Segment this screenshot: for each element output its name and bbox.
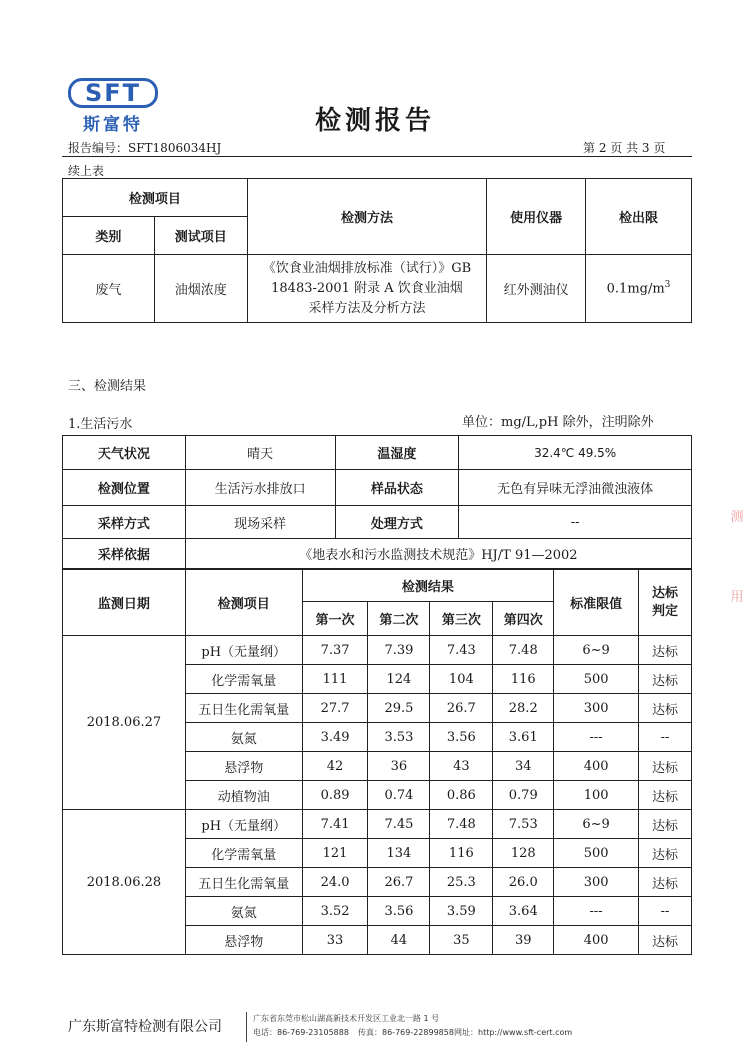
limit-cell: 500 bbox=[554, 839, 639, 868]
limit-superscript: 3 bbox=[664, 280, 671, 291]
judge-cell: 达标 bbox=[639, 636, 692, 665]
logo-name: 斯富特 bbox=[83, 115, 143, 135]
judge-cell: 达标 bbox=[639, 752, 692, 781]
value-cell: 116 bbox=[493, 665, 554, 694]
sampling-label: 采样方式 bbox=[63, 506, 186, 539]
temp-value: 32.4℃ 49.5% bbox=[459, 436, 692, 470]
item-cell: pH（无量纲） bbox=[185, 636, 302, 665]
unit-note: 单位：mg/L,pH 除外，注明除外 bbox=[462, 415, 654, 430]
value-cell: 3.56 bbox=[430, 723, 493, 752]
basis-value: 《地表水和污水监测技术规范》HJ/T 91—2002 bbox=[185, 539, 691, 569]
value-cell: 27.7 bbox=[302, 694, 368, 723]
item-cell: 氨氮 bbox=[185, 723, 302, 752]
value-cell: 0.86 bbox=[430, 781, 493, 810]
method-line: 采样方法及分析方法 bbox=[308, 300, 426, 316]
item-cell: 化学需氧量 bbox=[185, 839, 302, 868]
judge-cell: 达标 bbox=[639, 839, 692, 868]
value-cell: 25.3 bbox=[430, 868, 493, 897]
sample-info-table bbox=[62, 435, 692, 569]
value-cell: 39 bbox=[493, 926, 554, 955]
result-row bbox=[63, 810, 692, 839]
sampling-value: 现场采样 bbox=[185, 506, 335, 539]
limit-cell: 300 bbox=[554, 868, 639, 897]
value-cell: 128 bbox=[493, 839, 554, 868]
judge-cell: 达标 bbox=[639, 810, 692, 839]
sample-state-value: 无色有异味无浮油微浊液体 bbox=[459, 470, 692, 506]
date-cell: 2018.06.28 bbox=[63, 810, 186, 955]
limit-cell: 400 bbox=[554, 752, 639, 781]
footer-fax: 传真：86-769-22899858 bbox=[358, 1028, 454, 1037]
header-date: 监测日期 bbox=[63, 570, 186, 636]
method-row bbox=[63, 255, 692, 323]
stamp-char: 用 bbox=[730, 590, 744, 605]
item-cell: 五日生化需氧量 bbox=[185, 868, 302, 897]
processing-value: -- bbox=[459, 506, 692, 539]
footer-company: 广东斯富特检测有限公司 bbox=[68, 1019, 222, 1035]
value-cell: 34 bbox=[493, 752, 554, 781]
page-title: 检测报告 bbox=[314, 106, 435, 136]
item-cell: 氨氮 bbox=[185, 897, 302, 926]
judge-cell: 达标 bbox=[639, 781, 692, 810]
value-cell: 116 bbox=[430, 839, 493, 868]
report-number: 报告编号：SFT1806034HJ bbox=[68, 141, 222, 155]
date-cell: 2018.06.27 bbox=[63, 636, 186, 810]
weather-label: 天气状况 bbox=[63, 436, 186, 470]
stamp-fragment bbox=[724, 498, 750, 608]
logo-mark: SFT bbox=[68, 78, 158, 108]
limit-cell: 300 bbox=[554, 694, 639, 723]
judge-cell: -- bbox=[639, 897, 692, 926]
value-cell: 7.37 bbox=[302, 636, 368, 665]
basis-label: 采样依据 bbox=[63, 539, 186, 569]
value-cell: 7.43 bbox=[430, 636, 493, 665]
limit-cell: 6~9 bbox=[554, 636, 639, 665]
value-cell: 0.89 bbox=[302, 781, 368, 810]
stamp-char: 测 bbox=[730, 510, 744, 525]
location-value: 生活污水排放口 bbox=[185, 470, 335, 506]
value-cell: 104 bbox=[430, 665, 493, 694]
value-cell: 7.39 bbox=[368, 636, 430, 665]
value-cell: 26.7 bbox=[368, 868, 430, 897]
item-cell: pH（无量纲） bbox=[185, 810, 302, 839]
judge-cell: 达标 bbox=[639, 665, 692, 694]
limit-cell: 6~9 bbox=[554, 810, 639, 839]
result-row bbox=[63, 636, 692, 665]
value-cell: 3.64 bbox=[493, 897, 554, 926]
subsection-heading: 1.生活污水 bbox=[68, 417, 133, 432]
category-cell: 废气 bbox=[63, 255, 155, 323]
test-item-cell: 油烟浓度 bbox=[154, 255, 247, 323]
value-cell: 35 bbox=[430, 926, 493, 955]
value-cell: 26.7 bbox=[430, 694, 493, 723]
footer-website: 网址：http://www.sft-cert.com bbox=[454, 1028, 573, 1037]
value-cell: 124 bbox=[368, 665, 430, 694]
header-instrument: 使用仪器 bbox=[487, 179, 586, 255]
value-cell: 7.41 bbox=[302, 810, 368, 839]
item-cell: 动植物油 bbox=[185, 781, 302, 810]
value-cell: 3.52 bbox=[302, 897, 368, 926]
limit-cell: 400 bbox=[554, 926, 639, 955]
value-cell: 111 bbox=[302, 665, 368, 694]
method-cell bbox=[247, 255, 487, 323]
header-run-3: 第三次 bbox=[430, 602, 493, 636]
value-cell: 3.59 bbox=[430, 897, 493, 926]
value-cell: 7.53 bbox=[493, 810, 554, 839]
header-item: 检测项目 bbox=[63, 179, 248, 217]
continued-label: 续上表 bbox=[68, 164, 105, 178]
header-run-2: 第二次 bbox=[368, 602, 430, 636]
limit-cell: 500 bbox=[554, 665, 639, 694]
header-judge-line: 达标 bbox=[652, 585, 679, 601]
limit-cell: 100 bbox=[554, 781, 639, 810]
sample-state-label: 样品状态 bbox=[335, 470, 459, 506]
value-cell: 43 bbox=[430, 752, 493, 781]
header-divider bbox=[62, 156, 692, 157]
value-cell: 3.61 bbox=[493, 723, 554, 752]
limit-cell: --- bbox=[554, 723, 639, 752]
footer-divider bbox=[246, 1012, 247, 1042]
value-cell: 3.53 bbox=[368, 723, 430, 752]
limit-cell: --- bbox=[554, 897, 639, 926]
method-line: 18483-2001 附录 A 饮食业油烟 bbox=[271, 280, 463, 296]
header-limit: 检出限 bbox=[586, 179, 692, 255]
value-cell: 26.0 bbox=[493, 868, 554, 897]
location-label: 检测位置 bbox=[63, 470, 186, 506]
method-line: 《饮食业油烟排放标准（试行）》GB bbox=[262, 260, 472, 276]
section-heading: 三、检测结果 bbox=[68, 379, 147, 394]
header-method: 检测方法 bbox=[247, 179, 487, 255]
value-cell: 33 bbox=[302, 926, 368, 955]
header-run-4: 第四次 bbox=[493, 602, 554, 636]
value-cell: 7.48 bbox=[430, 810, 493, 839]
value-cell: 29.5 bbox=[368, 694, 430, 723]
header-run-1: 第一次 bbox=[302, 602, 368, 636]
value-cell: 3.56 bbox=[368, 897, 430, 926]
value-cell: 7.45 bbox=[368, 810, 430, 839]
weather-value: 晴天 bbox=[185, 436, 335, 470]
value-cell: 7.48 bbox=[493, 636, 554, 665]
item-cell: 化学需氧量 bbox=[185, 665, 302, 694]
value-cell: 3.49 bbox=[302, 723, 368, 752]
item-cell: 五日生化需氧量 bbox=[185, 694, 302, 723]
judge-cell: 达标 bbox=[639, 868, 692, 897]
page-info: 第 2 页 共 3 页 bbox=[583, 141, 666, 155]
limit-cell bbox=[586, 255, 692, 323]
results-table bbox=[62, 569, 692, 955]
judge-cell: 达标 bbox=[639, 694, 692, 723]
footer-phone: 电话：86-769-23105888 bbox=[253, 1028, 349, 1037]
processing-label: 处理方式 bbox=[335, 506, 459, 539]
value-cell: 121 bbox=[302, 839, 368, 868]
item-cell: 悬浮物 bbox=[185, 752, 302, 781]
value-cell: 36 bbox=[368, 752, 430, 781]
temp-label: 温湿度 bbox=[335, 436, 459, 470]
value-cell: 44 bbox=[368, 926, 430, 955]
value-cell: 134 bbox=[368, 839, 430, 868]
header-results: 检测结果 bbox=[302, 570, 554, 602]
header-judge-line: 判定 bbox=[652, 603, 679, 619]
header-category: 类别 bbox=[63, 217, 155, 255]
value-cell: 0.79 bbox=[493, 781, 554, 810]
header-judge bbox=[639, 570, 692, 636]
value-cell: 28.2 bbox=[493, 694, 554, 723]
judge-cell: 达标 bbox=[639, 926, 692, 955]
judge-cell: -- bbox=[639, 723, 692, 752]
method-table bbox=[62, 178, 692, 323]
header-limit: 标准限值 bbox=[554, 570, 639, 636]
item-cell: 悬浮物 bbox=[185, 926, 302, 955]
header-test-item: 测试项目 bbox=[154, 217, 247, 255]
instrument-cell: 红外测油仪 bbox=[487, 255, 586, 323]
value-cell: 0.74 bbox=[368, 781, 430, 810]
limit-value: 0.1mg/m bbox=[606, 281, 665, 297]
header-item: 检测项目 bbox=[185, 570, 302, 636]
value-cell: 24.0 bbox=[302, 868, 368, 897]
value-cell: 42 bbox=[302, 752, 368, 781]
footer-address: 广东省东莞市松山湖高新技术开发区工业北一路 1 号 bbox=[253, 1014, 440, 1023]
